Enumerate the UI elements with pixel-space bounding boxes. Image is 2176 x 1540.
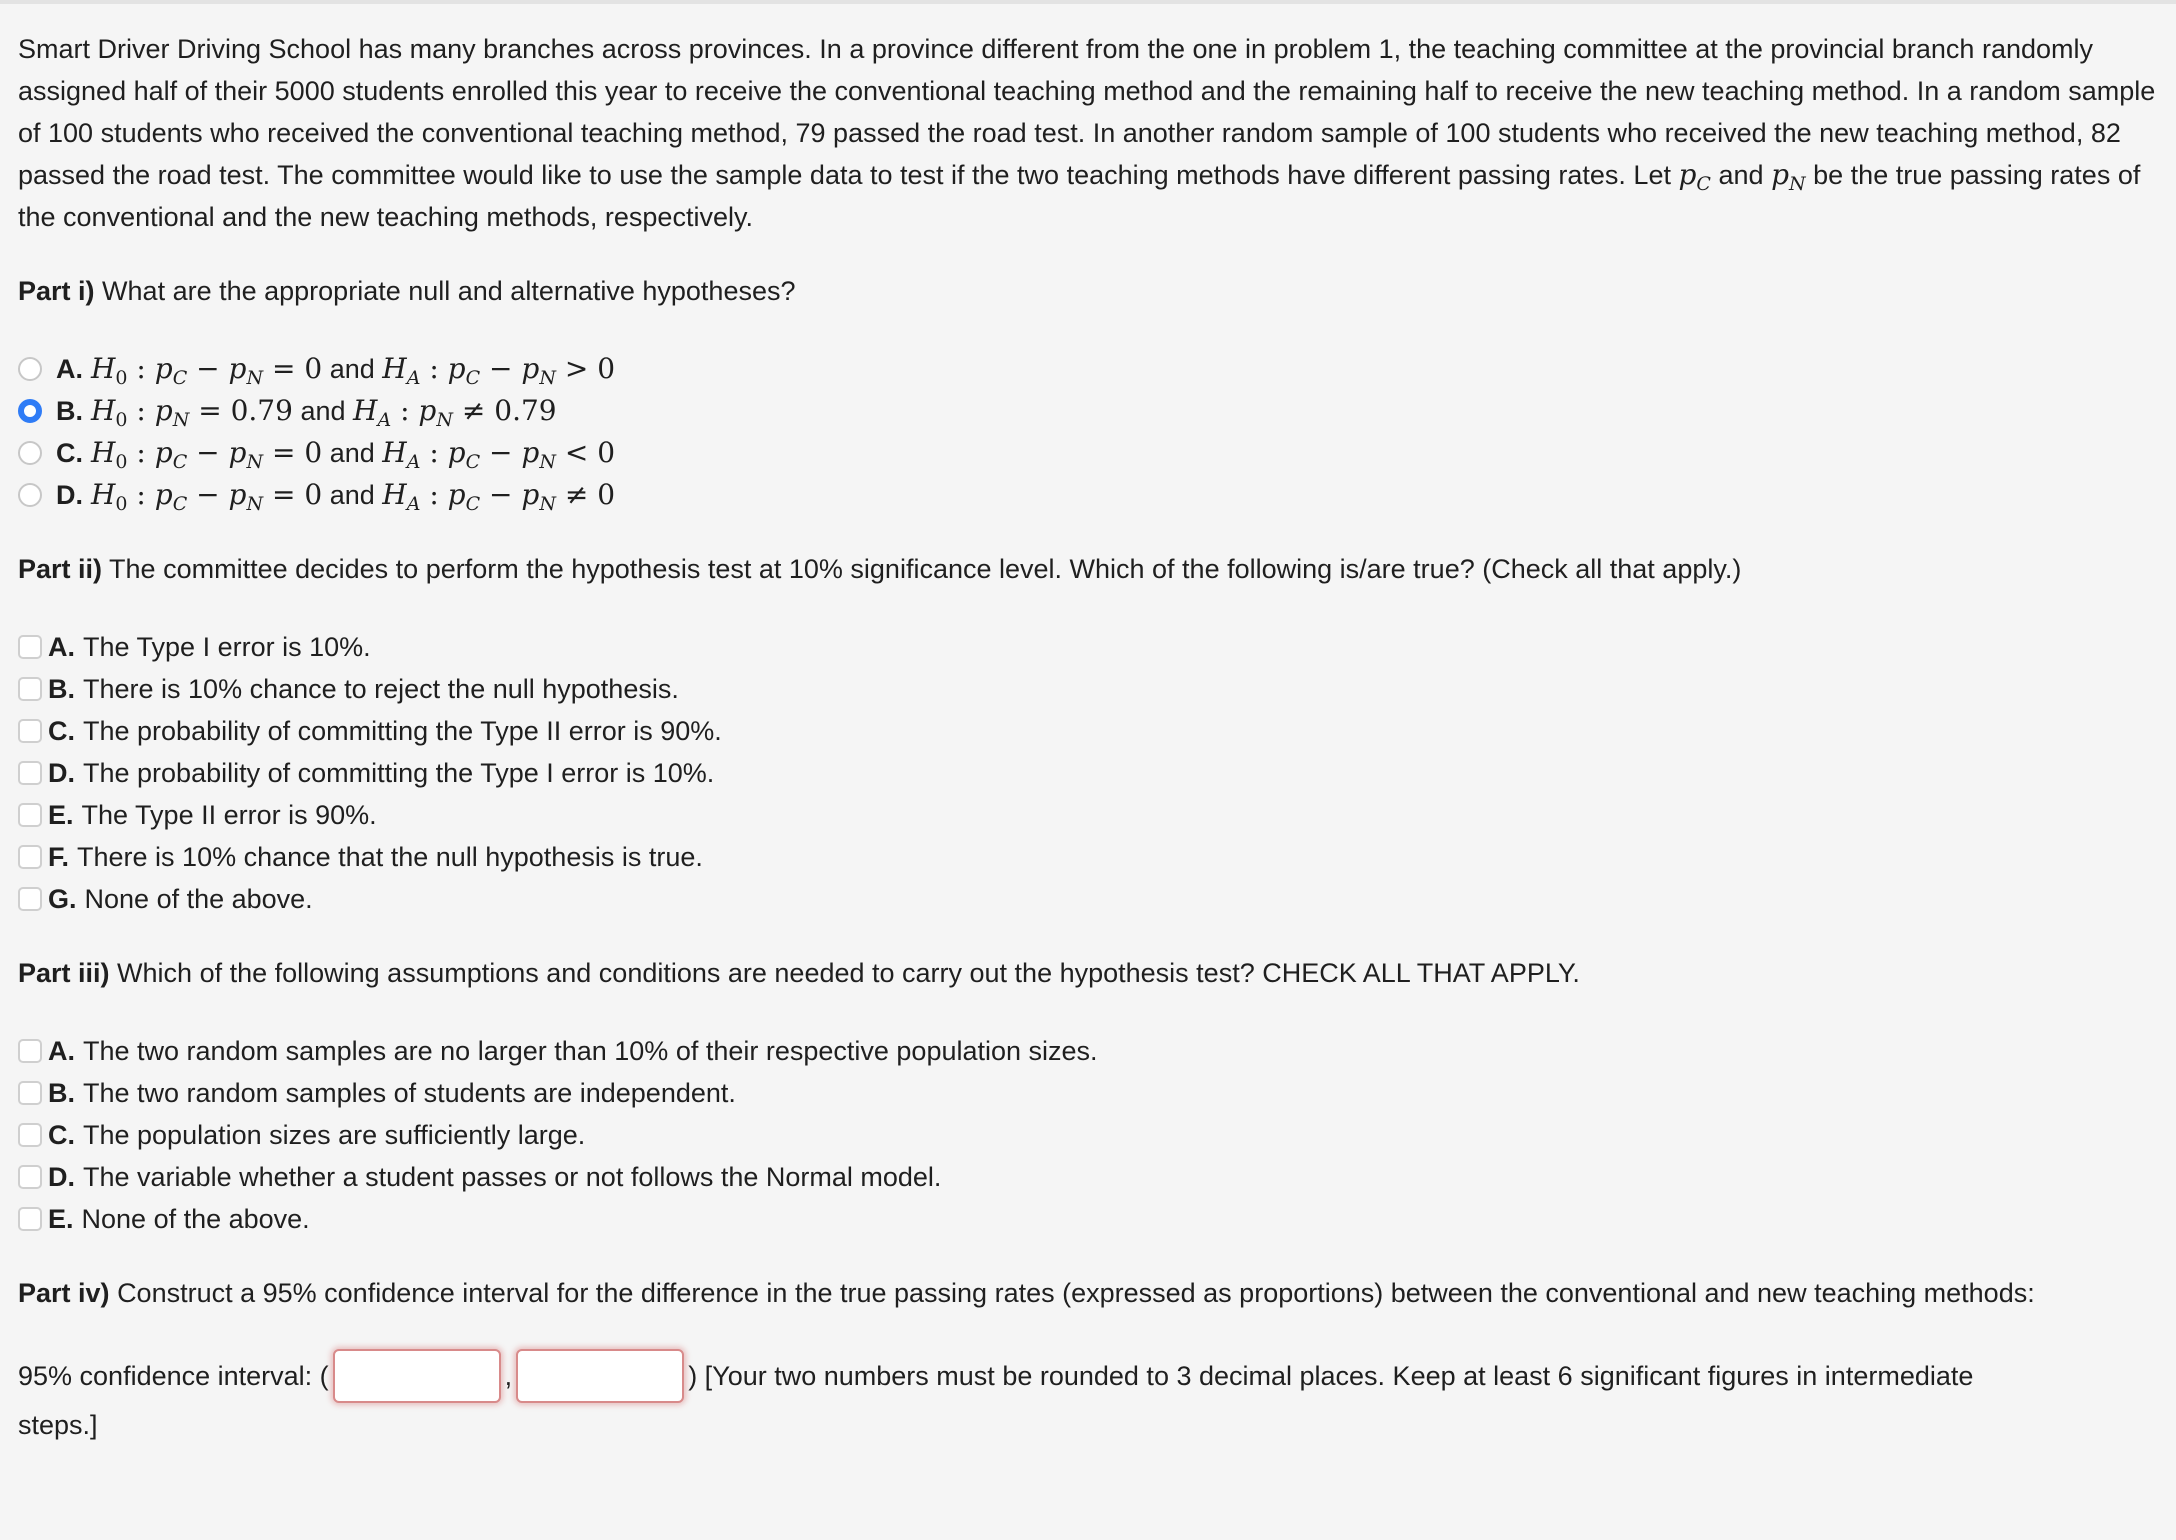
- h0-expression: $H_0$ : $p_C - p_N = 0$: [91, 352, 323, 389]
- part3-option-c[interactable]: [18, 1114, 2158, 1156]
- checkbox[interactable]: [18, 803, 42, 827]
- part1-option-d[interactable]: [18, 474, 2158, 516]
- option-letter: D.: [56, 480, 83, 510]
- h0-expression: $H_0$ : $p_C - p_N = 0$: [91, 436, 323, 473]
- radio-a[interactable]: [18, 357, 42, 381]
- option-letter: A.: [48, 632, 75, 662]
- checkbox[interactable]: [18, 1207, 42, 1231]
- part1-option-c[interactable]: [18, 432, 2158, 474]
- part3-label: Part iii): [18, 958, 110, 988]
- question-page: [18, 28, 2158, 1446]
- option-letter: E.: [48, 800, 74, 830]
- ci-comma: ,: [504, 1361, 513, 1391]
- radio-b-selected[interactable]: [18, 399, 42, 423]
- part2-question: [18, 548, 2158, 590]
- option-text: The variable whether a student passes or not follows the Normal model.: [83, 1162, 942, 1192]
- ci-lower-input[interactable]: [333, 1349, 501, 1403]
- checkbox[interactable]: [18, 677, 42, 701]
- and-word: and: [329, 354, 375, 384]
- intro-text: Smart Driver Driving School has many branches across provinces. In a province different from the one in problem 1, the teaching committee at the provincial branch randomly assigned half of their 5000 students enrolled this year to receive the conventional teaching method and the remaining half to receive the new teaching method. In a random sample of 100 students who received the conventional teaching method, 79 passed the road test. In another random sample of 100 students who received the new teaching method, 82 passed the road test. The committee would like to use the sample data to test if the two teaching methods have different passing rates. Let: [18, 34, 2156, 190]
- checkbox[interactable]: [18, 1081, 42, 1105]
- part2-label: Part ii): [18, 554, 103, 584]
- checkbox[interactable]: [18, 1165, 42, 1189]
- intro-tail: be the true passing rates of the conventional and the new teaching methods, respectively.: [18, 160, 2141, 232]
- option-letter: F.: [48, 842, 70, 872]
- top-border: [0, 0, 2176, 4]
- part3-question: [18, 952, 2158, 994]
- part4-label: Part iv): [18, 1278, 110, 1308]
- option-text: There is 10% chance to reject the null hypothesis.: [83, 674, 679, 704]
- radio-d[interactable]: [18, 483, 42, 507]
- part1-text: What are the appropriate null and alternative hypotheses?: [102, 276, 796, 306]
- part1-option-b[interactable]: [18, 390, 2158, 432]
- radio-c[interactable]: [18, 441, 42, 465]
- part1-options: [18, 348, 2158, 516]
- option-letter: C.: [56, 438, 83, 468]
- part1-label: Part i): [18, 276, 95, 306]
- option-letter: D.: [48, 758, 75, 788]
- option-letter: B.: [48, 674, 75, 704]
- checkbox[interactable]: [18, 1123, 42, 1147]
- part2-option-a[interactable]: [18, 626, 2158, 668]
- ha-expression: $H_A$ : $p_C - p_N \ne 0$: [382, 478, 616, 515]
- option-letter: C.: [48, 1120, 75, 1150]
- option-text: The Type I error is 10%.: [83, 632, 371, 662]
- option-text: The probability of committing the Type II error is 90%.: [83, 716, 722, 746]
- option-letter: A.: [48, 1036, 75, 1066]
- checkbox[interactable]: [18, 635, 42, 659]
- ha-expression: $H_A$ : $p_C - p_N < 0$: [382, 436, 616, 473]
- ci-upper-input[interactable]: [516, 1349, 684, 1403]
- option-text: The Type II error is 90%.: [81, 800, 377, 830]
- h0-expression: $H_0$ : $p_C - p_N = 0$: [91, 478, 323, 515]
- option-letter: D.: [48, 1162, 75, 1192]
- option-text: None of the above.: [81, 1204, 310, 1234]
- ha-expression: $H_A$ : $p_N \ne 0.79$: [353, 394, 557, 431]
- ci-label: 95% confidence interval: (: [18, 1361, 329, 1391]
- option-text: None of the above.: [84, 884, 313, 914]
- part2-option-f[interactable]: [18, 836, 2158, 878]
- part4-text: Construct a 95% confidence interval for the difference in the true passing rates (expressed as proportions) between the conventional and new teaching methods:: [117, 1278, 2035, 1308]
- option-text: The population sizes are sufficiently large.: [83, 1120, 586, 1150]
- part3-option-a[interactable]: [18, 1030, 2158, 1072]
- checkbox[interactable]: [18, 845, 42, 869]
- option-text: The two random samples are no larger than 10% of their respective population sizes.: [83, 1036, 1098, 1066]
- part2-option-g[interactable]: [18, 878, 2158, 920]
- option-letter: B.: [56, 396, 83, 426]
- part3-options: [18, 1030, 2158, 1240]
- part3-option-d[interactable]: [18, 1156, 2158, 1198]
- and-word: and: [329, 438, 375, 468]
- checkbox[interactable]: [18, 761, 42, 785]
- part1-question: [18, 270, 2158, 312]
- h0-expression: $H_0$ : $p_N = 0.79$: [91, 394, 293, 431]
- ci-row: [18, 1350, 2158, 1402]
- problem-intro: [18, 28, 2158, 238]
- option-letter: G.: [48, 884, 77, 914]
- option-letter: A.: [56, 354, 83, 384]
- option-text: There is 10% chance that the null hypothesis is true.: [77, 842, 703, 872]
- part3-option-b[interactable]: [18, 1072, 2158, 1114]
- part2-options: [18, 626, 2158, 920]
- part2-text: The committee decides to perform the hypothesis test at 10% significance level. Which of the following is/are true? (Check all that apply.): [109, 554, 1742, 584]
- part4-question: [18, 1272, 2158, 1314]
- part2-option-b[interactable]: [18, 668, 2158, 710]
- option-text: The two random samples of students are independent.: [83, 1078, 736, 1108]
- ci-note: ) [Your two numbers must be rounded to 3 decimal places. Keep at least 6 significant figures in intermediate: [688, 1361, 1974, 1391]
- and-word: and: [329, 480, 375, 510]
- checkbox[interactable]: [18, 887, 42, 911]
- math-pc: $p_C$: [1678, 158, 1711, 195]
- intro-and: and: [1718, 160, 1764, 190]
- part2-option-d[interactable]: [18, 752, 2158, 794]
- option-text: The probability of committing the Type I error is 10%.: [83, 758, 715, 788]
- part2-option-c[interactable]: [18, 710, 2158, 752]
- part1-option-a[interactable]: [18, 348, 2158, 390]
- part3-option-e[interactable]: [18, 1198, 2158, 1240]
- option-letter: B.: [48, 1078, 75, 1108]
- and-word: and: [300, 396, 346, 426]
- ci-note-end: steps.]: [18, 1410, 98, 1440]
- option-letter: C.: [48, 716, 75, 746]
- checkbox[interactable]: [18, 719, 42, 743]
- math-pn: $p_N$: [1771, 158, 1806, 195]
- part2-option-e[interactable]: [18, 794, 2158, 836]
- option-letter: E.: [48, 1204, 74, 1234]
- part3-text: Which of the following assumptions and conditions are needed to carry out the hypothesis test? CHECK ALL THAT APPLY.: [117, 958, 1580, 988]
- ha-expression: $H_A$ : $p_C - p_N > 0$: [382, 352, 616, 389]
- checkbox[interactable]: [18, 1039, 42, 1063]
